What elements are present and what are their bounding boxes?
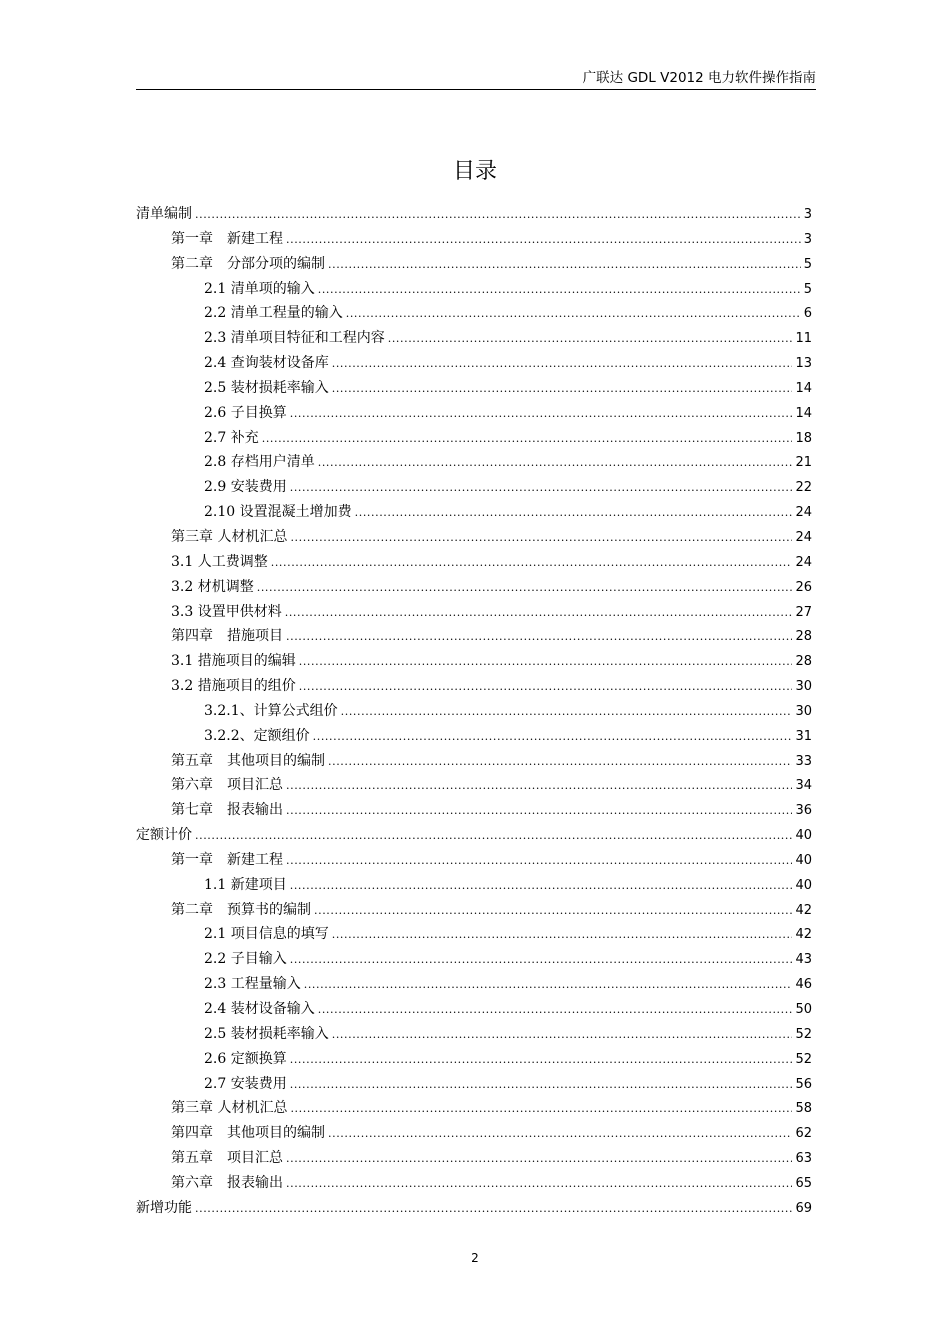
toc-leader-dots (286, 798, 792, 824)
toc-entry-label: 2.8 存档用户清单 (204, 454, 315, 471)
toc-entry-label: 2.1 清单项的输入 (204, 280, 315, 297)
toc-entry-page: 21 (795, 455, 812, 471)
toc-entry-page: 14 (795, 405, 812, 421)
toc-leader-dots (313, 724, 793, 750)
toc-leader-dots (195, 1196, 792, 1222)
toc-entry[interactable] (136, 947, 812, 972)
toc-entry-page: 24 (795, 554, 812, 570)
toc-entry[interactable] (136, 1096, 812, 1121)
toc-entry[interactable] (136, 525, 812, 550)
toc-entry-page: 62 (795, 1126, 812, 1142)
toc-entry-page: 69 (795, 1200, 812, 1216)
toc-entry[interactable] (136, 227, 812, 252)
toc-entry-page: 30 (795, 679, 812, 695)
toc-entry-label: 第四章 措施项目 (171, 628, 283, 645)
toc-entry[interactable] (136, 1196, 812, 1221)
toc-leader-dots (332, 376, 793, 402)
toc-entry[interactable] (136, 898, 812, 923)
toc-entry[interactable] (136, 798, 812, 823)
toc-entry-label: 2.1 项目信息的填写 (204, 926, 329, 943)
toc-entry[interactable] (136, 1047, 812, 1072)
toc-leader-dots (286, 624, 792, 650)
page-header (136, 70, 816, 90)
toc-leader-dots (290, 525, 792, 551)
toc-entry[interactable] (136, 351, 812, 376)
toc-leader-dots (355, 500, 793, 526)
toc-entry-label: 清单编制 (136, 206, 192, 222)
toc-leader-dots (271, 550, 793, 576)
toc-entry-label: 第二章 预算书的编制 (171, 901, 311, 918)
toc-entry[interactable] (136, 873, 812, 898)
toc-entry[interactable] (136, 475, 812, 500)
toc-entry-label: 第三章 人材机汇总 (171, 1100, 288, 1117)
toc-entry-page: 40 (795, 828, 812, 844)
toc-leader-dots (388, 326, 793, 352)
toc-entry-page: 11 (795, 331, 812, 347)
header-title: 广联达 GDL V2012 电力软件操作指南 (582, 70, 816, 86)
toc-entry[interactable] (136, 202, 812, 227)
toc-entry-page: 3 (803, 207, 812, 222)
toc-entry-page: 24 (795, 529, 812, 545)
toc-entry-page: 63 (795, 1151, 812, 1167)
toc-entry-page: 13 (795, 356, 812, 372)
toc-title: 目录 (452, 159, 497, 184)
toc-entry-label: 第一章 新建工程 (171, 851, 283, 868)
toc-entry-label: 定额计价 (136, 827, 192, 844)
toc-entry[interactable] (136, 624, 812, 649)
toc-entry-page: 5 (803, 256, 812, 272)
toc-entry-label: 2.6 子目换算 (204, 404, 287, 421)
toc-leader-dots (328, 749, 792, 775)
toc-leader-dots (286, 848, 792, 874)
toc-entry-page: 34 (795, 778, 812, 794)
toc-entry-label: 3.1 措施项目的编辑 (171, 653, 296, 670)
toc-entry-label: 第三章 人材机汇总 (171, 528, 288, 545)
table-of-contents (136, 202, 812, 1221)
toc-entry-page: 40 (795, 877, 812, 893)
toc-entry[interactable] (136, 277, 812, 302)
toc-leader-dots (346, 301, 801, 327)
toc-entry-page: 30 (795, 703, 812, 719)
toc-leader-dots (262, 426, 793, 452)
toc-entry[interactable] (136, 823, 812, 848)
toc-leader-dots (318, 277, 801, 303)
toc-entry-label: 第五章 项目汇总 (171, 1150, 283, 1167)
toc-entry-label: 3.2.1、计算公式组价 (204, 702, 338, 719)
toc-leader-dots (332, 351, 793, 377)
toc-entry-label: 2.10 设置混凝土增加费 (204, 504, 352, 521)
toc-entry-page: 65 (795, 1175, 812, 1191)
toc-entry-label: 3.1 人工费调整 (171, 553, 268, 570)
toc-leader-dots (286, 1171, 792, 1197)
toc-leader-dots (290, 1096, 792, 1122)
toc-entry-label: 新增功能 (136, 1199, 192, 1216)
toc-entry-page: 14 (795, 380, 812, 396)
toc-entry-label: 第六章 项目汇总 (171, 777, 283, 794)
toc-leader-dots (304, 972, 793, 998)
toc-leader-dots (332, 922, 793, 948)
toc-entry-page: 6 (803, 306, 812, 322)
toc-entry-page: 18 (795, 430, 812, 446)
toc-entry[interactable] (136, 749, 812, 774)
toc-entry-page: 22 (795, 480, 812, 496)
toc-entry[interactable] (136, 376, 812, 401)
toc-entry-label: 2.5 装材损耗率输入 (204, 379, 329, 396)
toc-entry[interactable] (136, 1022, 812, 1047)
toc-entry[interactable] (136, 1121, 812, 1146)
toc-leader-dots (318, 997, 793, 1023)
toc-entry-label: 第六章 报表输出 (171, 1174, 283, 1191)
toc-entry[interactable] (136, 450, 812, 475)
toc-entry-page: 56 (795, 1076, 812, 1092)
toc-entry[interactable] (136, 426, 812, 451)
toc-leader-dots (286, 227, 801, 253)
toc-entry-label: 2.7 安装费用 (204, 1075, 287, 1092)
toc-entry[interactable] (136, 848, 812, 873)
toc-leader-dots (290, 947, 793, 973)
toc-entry-page: 58 (795, 1101, 812, 1117)
toc-entry[interactable] (136, 674, 812, 699)
toc-entry-page: 36 (795, 803, 812, 819)
toc-leader-dots (318, 450, 793, 476)
toc-entry-label: 2.4 装材设备输入 (204, 1001, 315, 1017)
toc-leader-dots (257, 575, 793, 601)
toc-entry-label: 2.7 补充 (204, 429, 259, 446)
toc-entry[interactable] (136, 922, 812, 947)
toc-entry[interactable] (136, 699, 812, 724)
toc-entry-page: 52 (795, 1026, 812, 1042)
toc-entry-label: 第五章 其他项目的编制 (171, 752, 325, 769)
toc-leader-dots (299, 674, 793, 700)
toc-leader-dots (290, 873, 793, 899)
toc-entry[interactable] (136, 252, 812, 277)
toc-leader-dots (299, 649, 793, 675)
toc-entry-page: 5 (803, 281, 812, 297)
toc-leader-dots (290, 1072, 793, 1098)
toc-entry-page: 26 (795, 579, 812, 595)
toc-entry-page: 52 (795, 1051, 812, 1067)
toc-entry-label: 2.9 安装费用 (204, 479, 287, 496)
toc-entry[interactable] (136, 575, 812, 600)
toc-entry-label: 2.4 查询装材设备库 (204, 355, 329, 372)
toc-leader-dots (328, 252, 801, 278)
toc-entry[interactable] (136, 1146, 812, 1171)
toc-entry-page: 28 (795, 654, 812, 670)
toc-entry-label: 2.3 清单项目特征和工程内容 (204, 330, 385, 347)
toc-entry-label: 2.2 子目输入 (204, 951, 287, 968)
toc-entry[interactable] (136, 1072, 812, 1097)
toc-entry[interactable] (136, 500, 812, 525)
toc-entry-page: 43 (795, 952, 812, 968)
toc-entry-label: 2.6 定额换算 (204, 1050, 287, 1067)
toc-entry-page: 50 (795, 1002, 812, 1017)
toc-entry-page: 46 (795, 977, 812, 993)
toc-entry[interactable] (136, 649, 812, 674)
toc-leader-dots (195, 202, 801, 228)
toc-entry[interactable] (136, 326, 812, 351)
toc-entry-label: 2.3 工程量输入 (204, 976, 301, 993)
toc-leader-dots (290, 401, 793, 427)
toc-entry-label: 2.2 清单工程量的输入 (204, 305, 343, 322)
toc-leader-dots (328, 1121, 792, 1147)
toc-leader-dots (286, 773, 792, 799)
toc-entry[interactable] (136, 550, 812, 575)
toc-entry-page: 27 (795, 604, 812, 620)
toc-entry-label: 第七章 报表输出 (171, 802, 283, 819)
toc-leader-dots (290, 475, 793, 501)
toc-entry-label: 3.2 措施项目的组价 (171, 678, 296, 695)
toc-entry-page: 3 (803, 231, 812, 247)
toc-entry-page: 33 (795, 753, 812, 769)
toc-entry-label: 第四章 其他项目的编制 (171, 1125, 325, 1142)
toc-entry[interactable] (136, 773, 812, 798)
toc-entry[interactable] (136, 600, 812, 625)
toc-entry[interactable] (136, 301, 812, 326)
toc-entry-page: 40 (795, 852, 812, 868)
toc-entry-label: 1.1 新建项目 (204, 876, 287, 893)
toc-entry-label: 第一章 新建工程 (171, 230, 283, 247)
toc-leader-dots (286, 1146, 792, 1172)
toc-entry[interactable] (136, 401, 812, 426)
toc-entry[interactable] (136, 724, 812, 749)
toc-leader-dots (285, 600, 793, 626)
page-number: 2 (471, 1251, 479, 1265)
toc-entry-label: 3.2.2、定额组价 (204, 727, 310, 744)
toc-entry[interactable] (136, 997, 812, 1022)
toc-entry-label: 第二章 分部分项的编制 (171, 255, 325, 272)
toc-entry-page: 42 (795, 902, 812, 918)
toc-leader-dots (341, 699, 793, 725)
toc-entry[interactable] (136, 972, 812, 997)
toc-leader-dots (332, 1022, 793, 1048)
toc-entry-page: 28 (795, 629, 812, 645)
toc-entry[interactable] (136, 1171, 812, 1196)
toc-entry-page: 31 (795, 728, 812, 744)
toc-entry-page: 42 (795, 927, 812, 943)
toc-leader-dots (314, 898, 792, 924)
toc-entry-label: 3.3 设置甲供材料 (171, 603, 282, 620)
toc-entry-label: 2.5 装材损耗率输入 (204, 1025, 329, 1042)
toc-leader-dots (195, 823, 792, 849)
toc-entry-page: 24 (795, 505, 812, 521)
toc-leader-dots (290, 1047, 793, 1073)
toc-entry-label: 3.2 材机调整 (171, 578, 254, 595)
